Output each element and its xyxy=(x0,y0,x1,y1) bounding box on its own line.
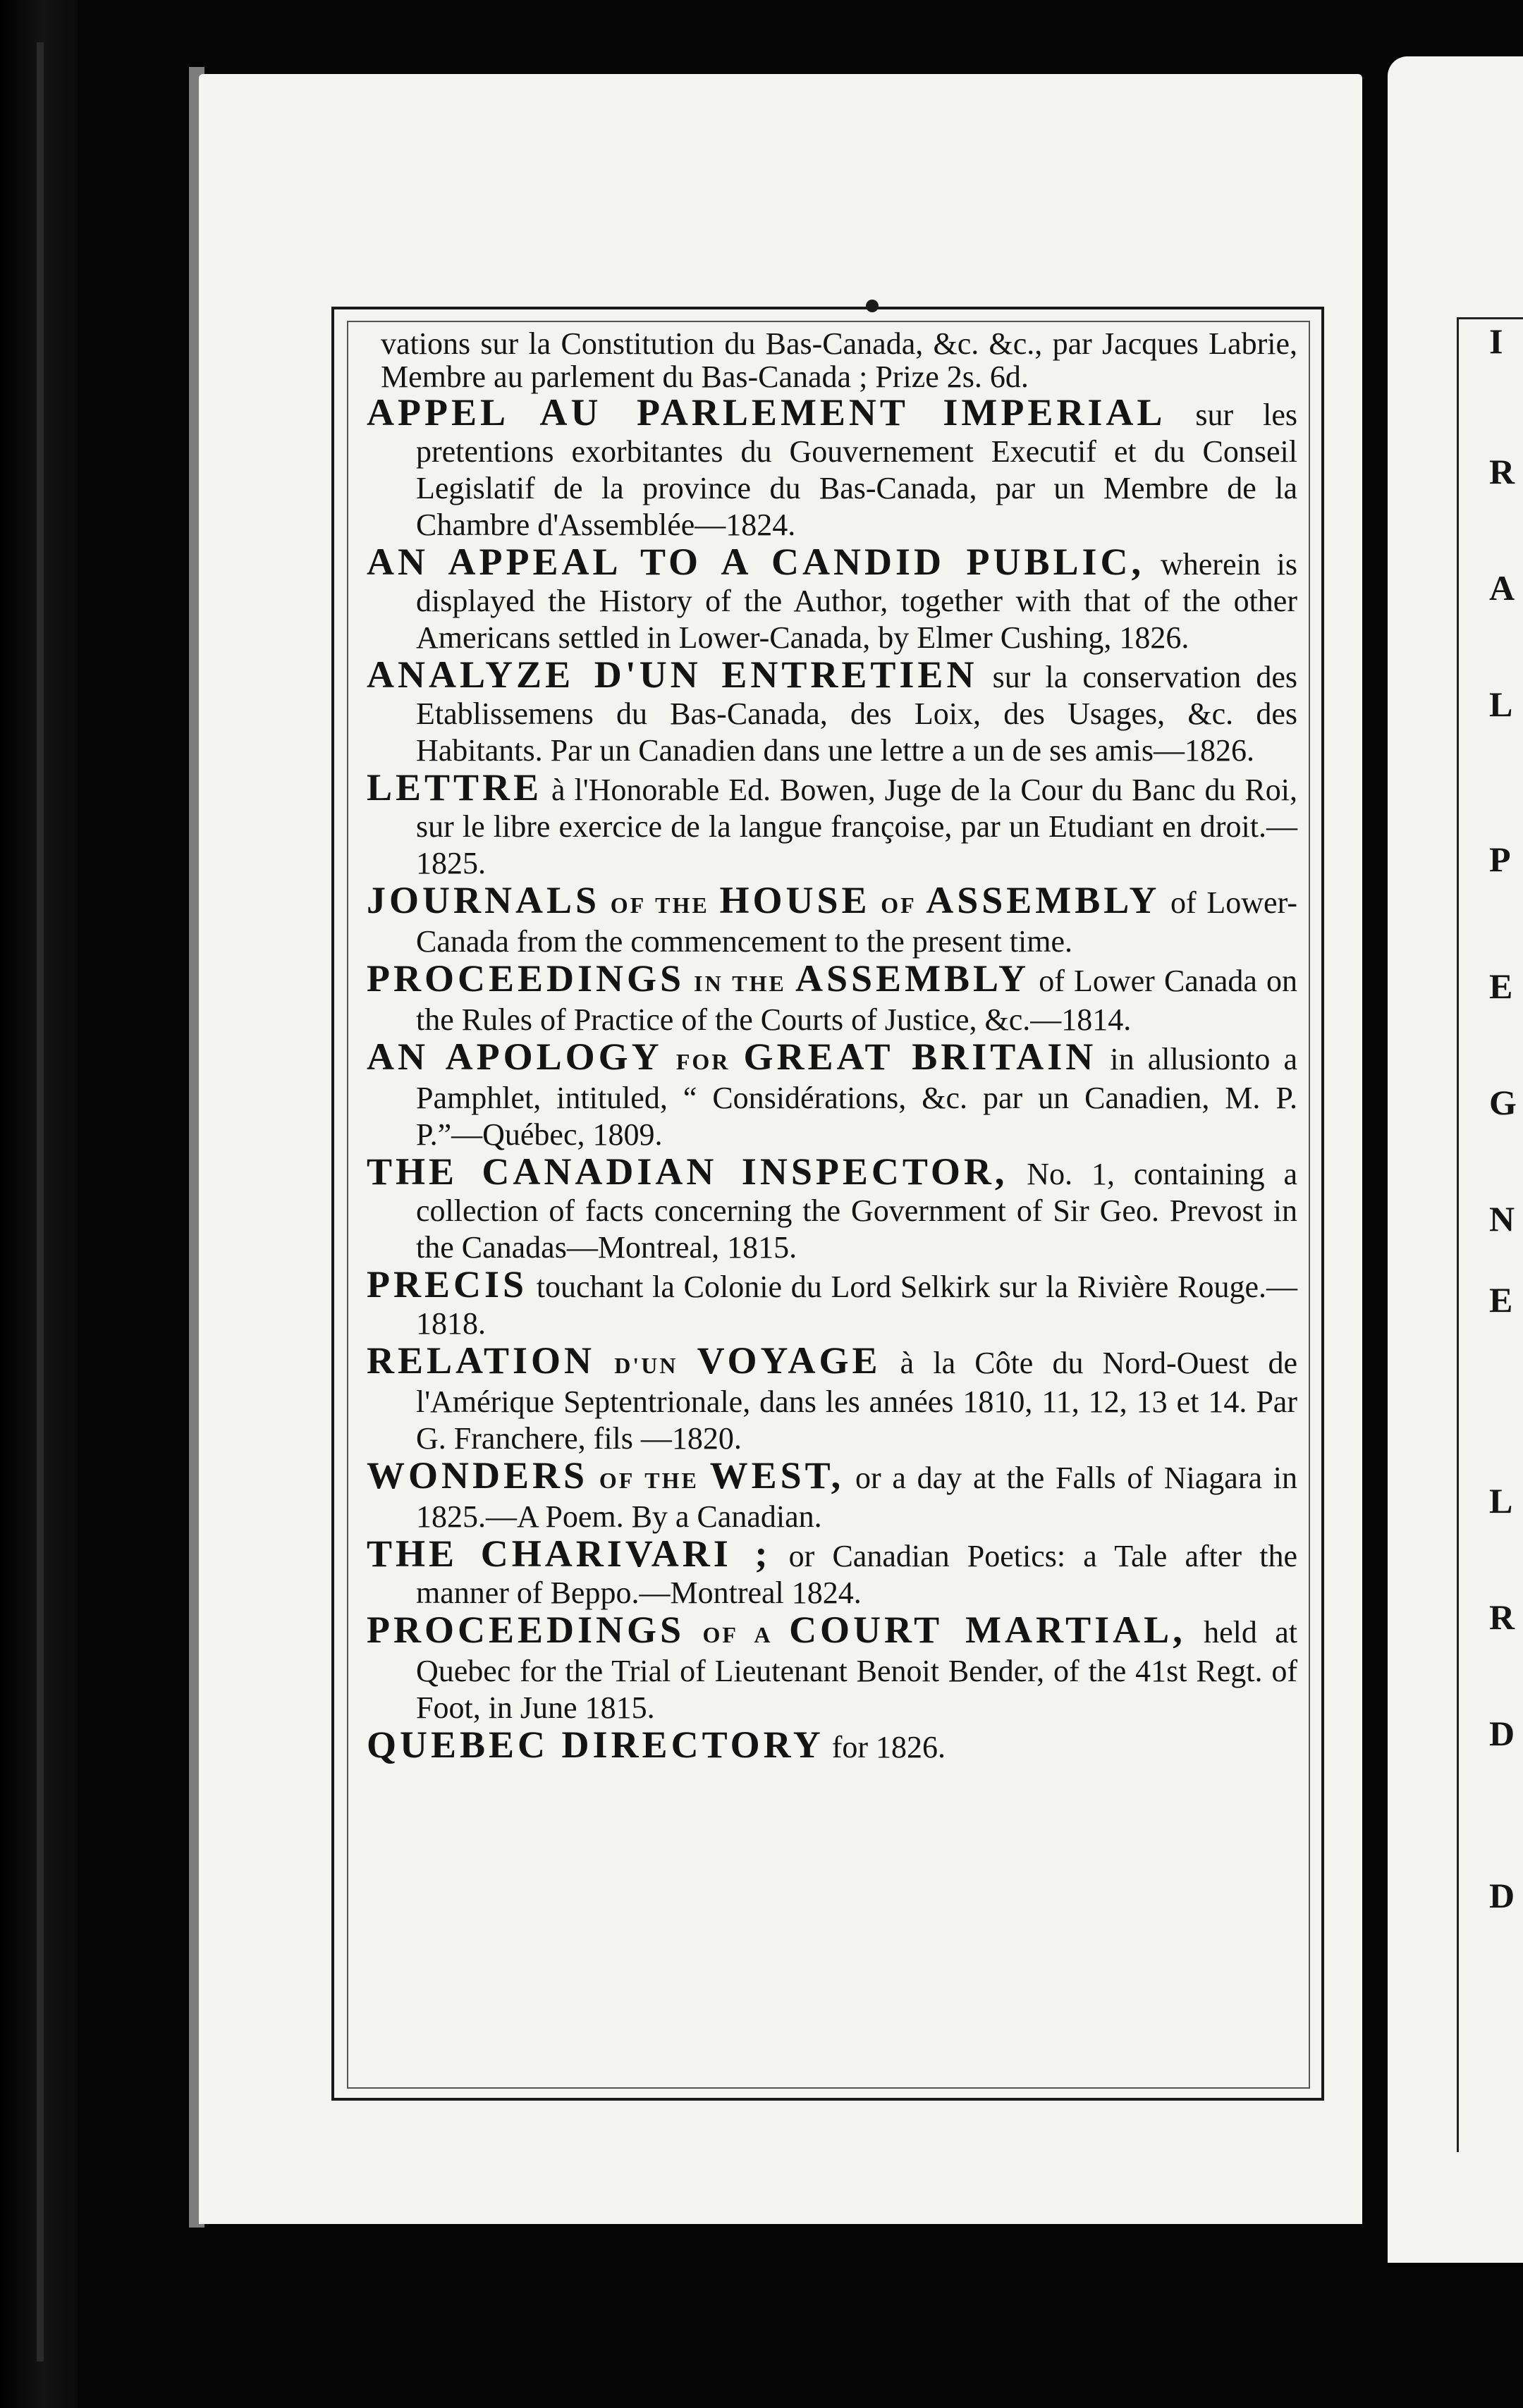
entry-text: of Lower-Canada from the commencement to the present time. xyxy=(416,885,1298,959)
entry-text: of Lower Canada on the Rules of Practice of the Courts of Justice, &c.—1814. xyxy=(416,964,1298,1037)
entry-title: ASSEMBLY xyxy=(795,957,1030,1000)
entry-connector: OF A xyxy=(685,1622,790,1647)
entry-text: sur les pretentions exorbitantes du Gouvernement Executif et du Conseil Legislatif de la province du Bas-Canada, par un Membre de la Chambre d'Assemblée—1824. xyxy=(416,398,1297,542)
list-item xyxy=(367,1038,1297,1153)
entry-title: AN APOLOGY xyxy=(367,1036,663,1078)
list-item xyxy=(367,1532,1297,1611)
entry-title: ANALYZE D'UN ENTRETIEN xyxy=(367,653,978,696)
entry-text: for 1826. xyxy=(824,1730,946,1764)
list-item xyxy=(367,1263,1297,1342)
entry-text: vations sur la Constitution du Bas-Canada, &c. &c., par Jacques Labrie, Membre au parlement du Bas-Canada ; Prize 2s. 6d. xyxy=(381,326,1297,394)
entry-text: No. 1, containing a collection of facts concerning the Government of Sir Geo. Prevost in the Canadas—Montreal, 1815. xyxy=(416,1157,1297,1265)
entry-title: PRECIS xyxy=(367,1263,528,1306)
entry-text: held at Quebec for the Trial of Lieutenant Benoit Bender, of the 41st Regt. of Foot, in June 1815. xyxy=(416,1615,1297,1725)
side-letter: P xyxy=(1489,840,1512,879)
side-letter: L xyxy=(1489,1481,1515,1521)
list-item xyxy=(367,766,1297,882)
entry-title: WEST, xyxy=(709,1454,845,1497)
entry-title: PROCEEDINGS xyxy=(367,1609,685,1651)
side-letter: I xyxy=(1489,321,1505,361)
entry-connector: OF xyxy=(870,892,926,918)
list-item xyxy=(367,391,1297,543)
entry-text: or a day at the Falls of Niagara in 1825.—A Poem. By a Canadian. xyxy=(416,1461,1297,1534)
binding-edge xyxy=(37,42,44,2361)
side-letter: R xyxy=(1489,452,1517,491)
entry-title: RELATION xyxy=(367,1339,596,1382)
side-letter: E xyxy=(1489,1280,1515,1320)
border-ornament xyxy=(866,300,879,312)
entry-title: WONDERS xyxy=(367,1454,589,1497)
side-letter: D xyxy=(1489,1876,1517,1915)
entry-title: VOYAGE xyxy=(697,1339,881,1382)
entry-title: COURT MARTIAL, xyxy=(789,1609,1186,1651)
entry-text: sur la conservation des Etablissemens du Bas-Canada, des Loix, des Usages, &c. des Habitants. Par un Canadien dans une lettre a un de ses amis—1826. xyxy=(416,660,1297,768)
entry-text: touchant la Colonie du Lord Selkirk sur la Rivière Rouge.—1818. xyxy=(416,1270,1297,1341)
entry-text: wherein is displayed the History of the Author, together with that of the other Americans settled in Lower-Canada, by Elmer Cushing, 1826. xyxy=(416,547,1298,655)
list-item xyxy=(367,957,1298,1038)
list-item xyxy=(367,1611,1297,1726)
list-item xyxy=(367,1726,1297,1766)
list-item xyxy=(367,653,1297,769)
entry-text: or Canadian Poetics: a Tale after the manner of Beppo.—Montreal 1824. xyxy=(416,1539,1297,1610)
side-letter: D xyxy=(1489,1714,1517,1753)
entry-text: à l'Honorable Ed. Bowen, Juge de la Cour du Banc du Roi, sur le libre exercice de la langue françoise, par un Etudiant en droit.—1825. xyxy=(416,773,1297,880)
entry-title: JOURNALS xyxy=(367,879,601,921)
entry-text: à la Côte du Nord-Ouest de l'Amérique Septentrionale, dans les années 1810, 11, 12, 13 et 14. Par G. Franchere, fils —1820. xyxy=(416,1346,1298,1456)
entry-title: GREAT BRITAIN xyxy=(743,1036,1097,1078)
entry-title: APPEL AU PARLEMENT IMPERIAL xyxy=(367,391,1166,434)
entry-connector: OF THE xyxy=(600,892,720,918)
list-item xyxy=(367,1454,1297,1535)
entry-title: PROCEEDINGS xyxy=(367,957,685,1000)
list-item xyxy=(367,1339,1298,1457)
side-letter: G xyxy=(1489,1083,1518,1122)
list-item xyxy=(367,543,1297,656)
entry-connector: FOR xyxy=(662,1049,744,1074)
list-item xyxy=(367,879,1298,960)
entry-title: ASSEMBLY xyxy=(926,879,1161,921)
entry-connector: OF THE xyxy=(588,1468,710,1493)
entry-title: HOUSE xyxy=(719,879,871,921)
entry-title: THE CANADIAN INSPECTOR, xyxy=(367,1150,1008,1193)
entry-title: QUEBEC DIRECTORY xyxy=(367,1724,824,1766)
next-page xyxy=(1388,56,1523,2263)
side-letter: N xyxy=(1489,1199,1517,1239)
entry-title: LETTRE xyxy=(367,766,543,809)
entry-text: in allusionto a Pamphlet, intituled, “ Considérations, &c. par un Canadien, M. P. P.”—Québec, 1809. xyxy=(416,1042,1297,1152)
side-letter: A xyxy=(1489,568,1517,608)
entry-connector: IN THE xyxy=(685,971,795,996)
entry-title: AN APPEAL TO A CANDID PUBLIC, xyxy=(367,541,1145,583)
side-letter: E xyxy=(1489,966,1515,1006)
side-letter: L xyxy=(1489,684,1515,724)
list-item xyxy=(367,1150,1297,1266)
advertisement-list xyxy=(367,328,1297,1766)
entry-title: THE CHARIVARI ; xyxy=(367,1532,771,1575)
entry-connector: D'UN xyxy=(595,1353,697,1378)
list-item xyxy=(367,328,1297,394)
side-letter: R xyxy=(1489,1597,1517,1637)
